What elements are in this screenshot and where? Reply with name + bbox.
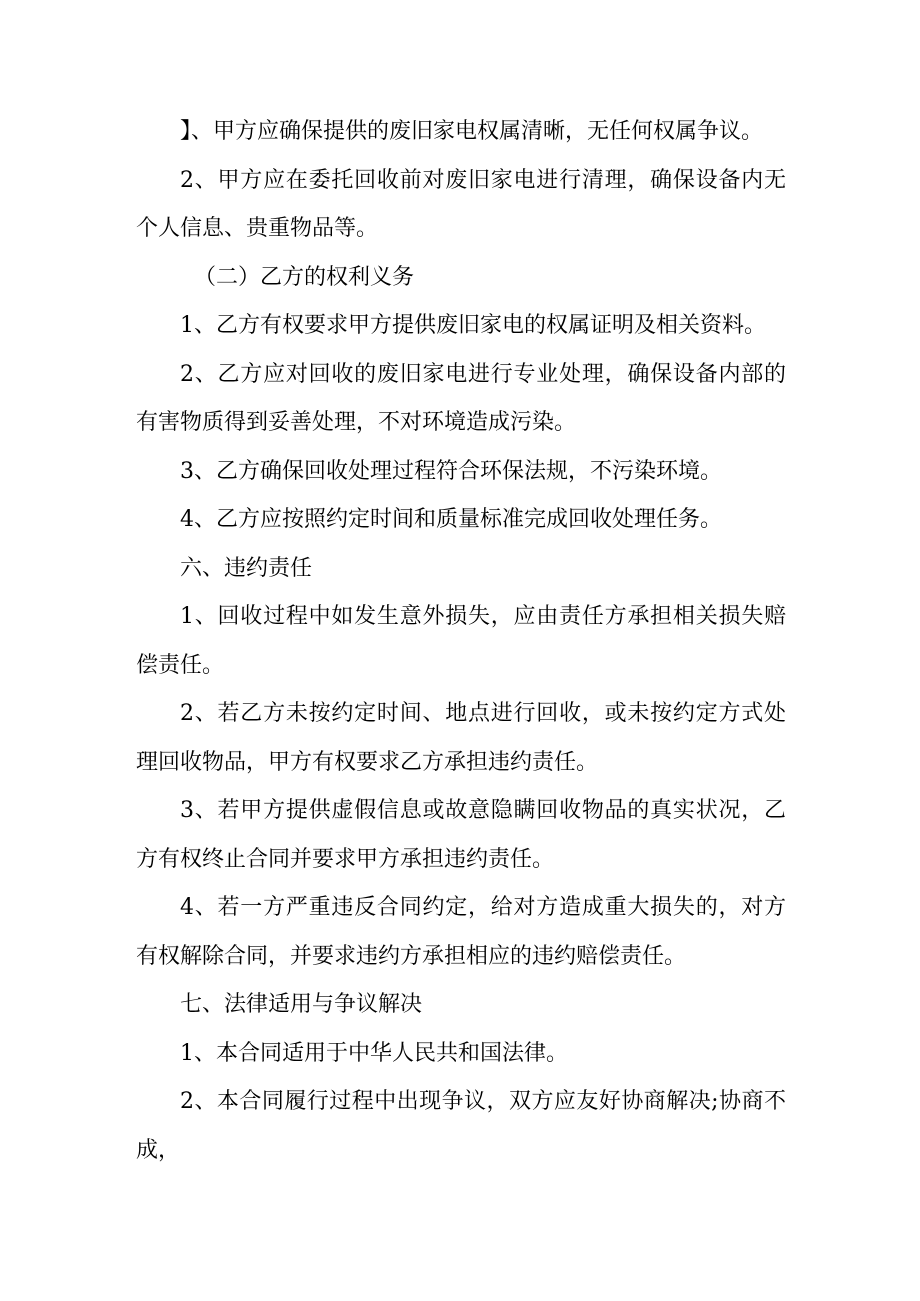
paragraph-party-b-schedule: 4、乙方应按照约定时间和质量标准完成回收处理任务。 [180,507,722,532]
paragraph-dispute-resolution: 2、本合同履行过程中出现争议，双方应友好协商解决;协商不成， [136,1089,786,1163]
document-body [136,108,786,1175]
heading-law-disputes: 七、法律适用与争议解决 [180,992,423,1017]
subheading-party-b-rights: （二）乙方的权利义务 [194,264,415,290]
paragraph-party-b-request: 1、乙方有权要求甲方提供废旧家电的权属证明及相关资料。 [180,313,766,338]
paragraph-liability-loss: 1、回收过程中如发生意外损失，应由责任方承担相关损失赔偿责任。 [136,604,786,678]
heading-liability: 六、违约责任 [180,555,313,581]
paragraph-liability-party-a: 3、若甲方提供虚假信息或故意隐瞒回收物品的真实状况，乙方有权终止合同并要求甲方承担违约责任。 [136,798,786,872]
paragraph-liability-party-b: 2、若乙方未按约定时间、地点进行回收，或未按约定方式处理回收物品，甲方有权要求乙方承担违约责任。 [136,701,786,775]
paragraph-party-a-cleanup: 2、甲方应在委托回收前对废旧家电进行清理，确保设备内无个人信息、贵重物品等。 [136,167,786,241]
paragraph-party-a-ownership: 】、甲方应确保提供的废旧家电权属清晰，无任何权属争议。 [180,119,764,144]
paragraph-liability-termination: 4、若一方严重违反合同约定，给对方造成重大损失的，对方有权解除合同，并要求违约方承担相应的违约赔偿责任。 [136,895,786,969]
paragraph-party-b-compliance: 3、乙方确保回收处理过程符合环保法规，不污染环境。 [180,458,722,484]
paragraph-party-b-processing: 2、乙方应对回收的废旧家电进行专业处理，确保设备内部的有害物质得到妥善处理，不对环境造成污染。 [136,361,786,435]
paragraph-applicable-law: 1、本合同适用于中华人民共和国法律。 [180,1040,568,1066]
